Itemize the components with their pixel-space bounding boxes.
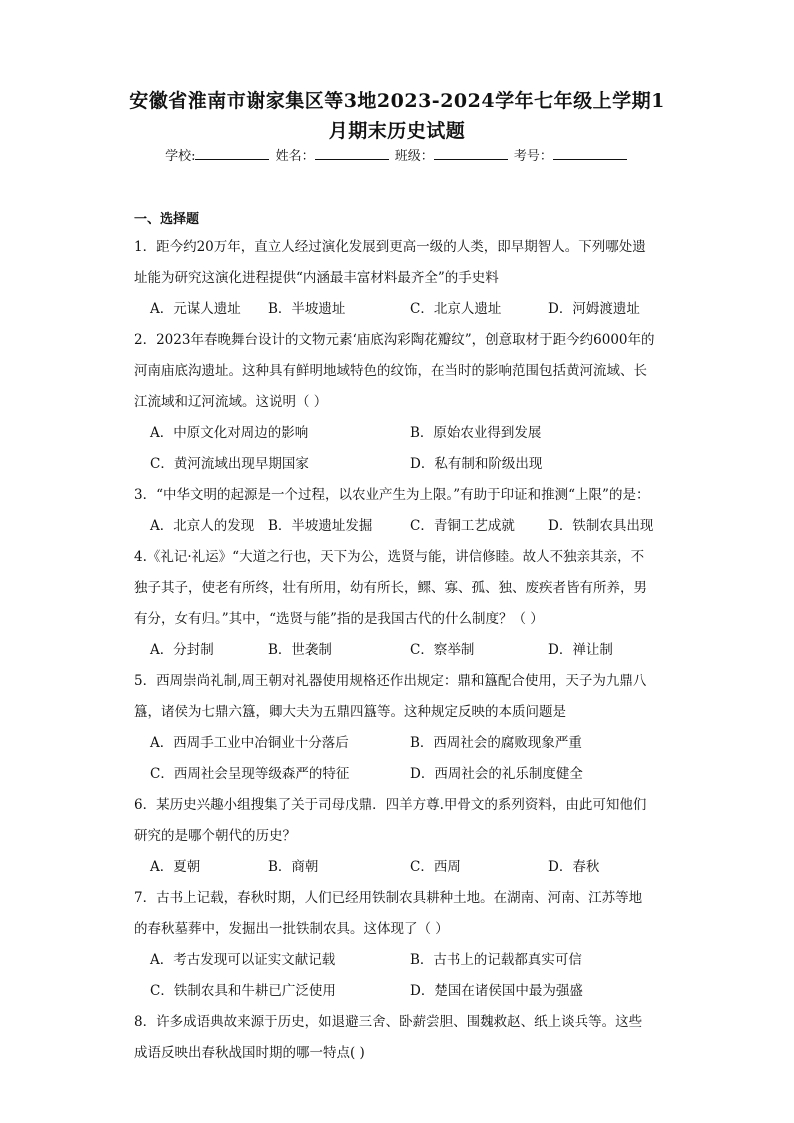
question-4-line-1: 4.《礼记·礼运》“大道之行也，天下为公，选贤与能，讲信修睦。故人不独亲其亲，不 <box>134 549 645 565</box>
name-label: 姓名： <box>275 149 315 164</box>
question-5-option-d[interactable]: D．西周社会的礼乐制度健全 <box>410 766 583 782</box>
school-blank[interactable] <box>195 147 269 160</box>
question-1-option-b[interactable]: B．半坡遗址 <box>268 301 346 317</box>
section-heading: 一、选择题 <box>134 212 200 227</box>
question-2-line-1: 2．2023年春晚舞台设计的文物元素‘庙底沟彩陶花瓣纹”，创意取材于距今约6000年的 <box>134 332 655 348</box>
question-4-option-d[interactable]: D．禅让制 <box>548 642 613 658</box>
question-6-option-b[interactable]: B．商朝 <box>268 859 319 875</box>
question-1-option-d[interactable]: D．河姆渡遗址 <box>548 301 640 317</box>
question-6-line-2: 研究的是哪个朝代的历史？ <box>134 828 296 844</box>
question-3-option-c[interactable]: C．青铜工艺成就 <box>410 518 515 534</box>
question-1-line-1: 1．距今约20万年，直立人经过演化发展到更高一级的人类，即早期智人。下列哪处遗 <box>134 239 646 255</box>
question-2-option-a[interactable]: A．中原文化对周边的影响 <box>150 425 309 441</box>
question-5-option-a[interactable]: A．西周手工业中冶铜业十分落后 <box>150 735 349 751</box>
question-6-option-c[interactable]: C．西周 <box>410 859 461 875</box>
question-2-option-d[interactable]: D．私有制和阶级出现 <box>410 456 543 472</box>
question-2-option-c[interactable]: C．黄河流域出现早期国家 <box>150 456 309 472</box>
question-3-option-b[interactable]: B．半坡遗址发掘 <box>268 518 373 534</box>
class-label: 班级： <box>394 149 434 164</box>
school-label: 学校: <box>165 149 196 164</box>
question-4-option-b[interactable]: B．世袭制 <box>268 642 332 658</box>
question-1-option-c[interactable]: C．北京人遗址 <box>410 301 502 317</box>
question-7-option-b[interactable]: B．古书上的记载都真实可信 <box>410 952 582 968</box>
question-7-line-1: 7．古书上记载，春秋时期，人们已经用铁制农具耕种土地。在湖南、河南、江苏等地 <box>134 890 643 906</box>
question-6-option-d[interactable]: D．春秋 <box>548 859 600 875</box>
question-6-line-1: 6．某历史兴趣小组搜集了关于司母戊鼎．四羊方尊.甲骨文的系列资料，由此可知他们 <box>134 797 647 813</box>
question-5-option-c[interactable]: C．西周社会呈现等级森严的特征 <box>150 766 350 782</box>
question-5-line-2: 簋，诸侯为七鼎六簋，卿大夫为五鼎四簋等。这种规定反映的本质问题是 <box>134 704 566 720</box>
student-info-row <box>0 145 794 164</box>
question-7-option-c[interactable]: C．铁制农具和牛耕已广泛使用 <box>150 983 336 999</box>
question-7-option-d[interactable]: D．楚国在诸侯国中最为强盛 <box>410 983 583 999</box>
question-4-line-3: 有分，女有归。”其中，“选贤与能”指的是我国古代的什么制度？（ ） <box>134 611 544 627</box>
question-1-option-a[interactable]: A．元谋人遗址 <box>150 301 241 317</box>
question-7-line-2: 的春秋墓葬中，发掘出一批铁制农具。这体现了（ ） <box>134 921 449 937</box>
question-2-line-2: 河南庙底沟遗址。这种具有鲜明地域特色的纹饰，在当时的影响范围包括黄河流域、长 <box>134 363 647 379</box>
question-8-line-2: 成语反映出春秋战国时期的哪一特点( ) <box>134 1045 365 1061</box>
name-blank[interactable] <box>315 147 389 160</box>
number-blank[interactable] <box>553 147 627 160</box>
question-4-option-a[interactable]: A．分封制 <box>150 642 214 658</box>
question-5-option-b[interactable]: B．西周社会的腐败现象严重 <box>410 735 582 751</box>
question-3-option-a[interactable]: A．北京人的发现 <box>150 518 255 534</box>
question-3-line-1: 3．“中华文明的起源是一个过程，以农业产生为上限。”有助于印证和推测“上限”的是： <box>134 487 650 503</box>
question-7-option-a[interactable]: A．考古发现可以证实文献记载 <box>150 952 336 968</box>
number-label: 考号： <box>513 149 553 164</box>
class-blank[interactable] <box>434 147 508 160</box>
question-8-line-1: 8．许多成语典故来源于历史，如退避三舍、卧薪尝胆、围魏救赵、纸上谈兵等。这些 <box>134 1014 643 1030</box>
question-4-option-c[interactable]: C．察举制 <box>410 642 475 658</box>
question-4-line-2: 独子其子，使老有所终，壮有所用，幼有所长，鳏、寡、孤、独、废疾者皆有所养，男 <box>134 580 647 596</box>
exam-title-line1: 安徽省淮南市谢家集区等3地2023-2024学年七年级上学期1 <box>129 90 665 112</box>
question-1-line-2: 址能为研究这演化进程提供“内涵最丰富材料最齐全”的手史料 <box>134 270 499 286</box>
question-6-option-a[interactable]: A．夏朝 <box>150 859 201 875</box>
question-3-option-d[interactable]: D．铁制农具出现 <box>548 518 654 534</box>
exam-title-line2: 月期末历史试题 <box>328 120 466 142</box>
question-5-line-1: 5．西周崇尚礼制,周王朝对礼器使用规格还作出规定：鼎和簋配合使用，天子为九鼎八 <box>134 673 647 689</box>
question-2-option-b[interactable]: B．原始农业得到发展 <box>410 425 542 441</box>
question-2-line-3: 江流域和辽河流域。这说明（ ） <box>134 394 328 410</box>
